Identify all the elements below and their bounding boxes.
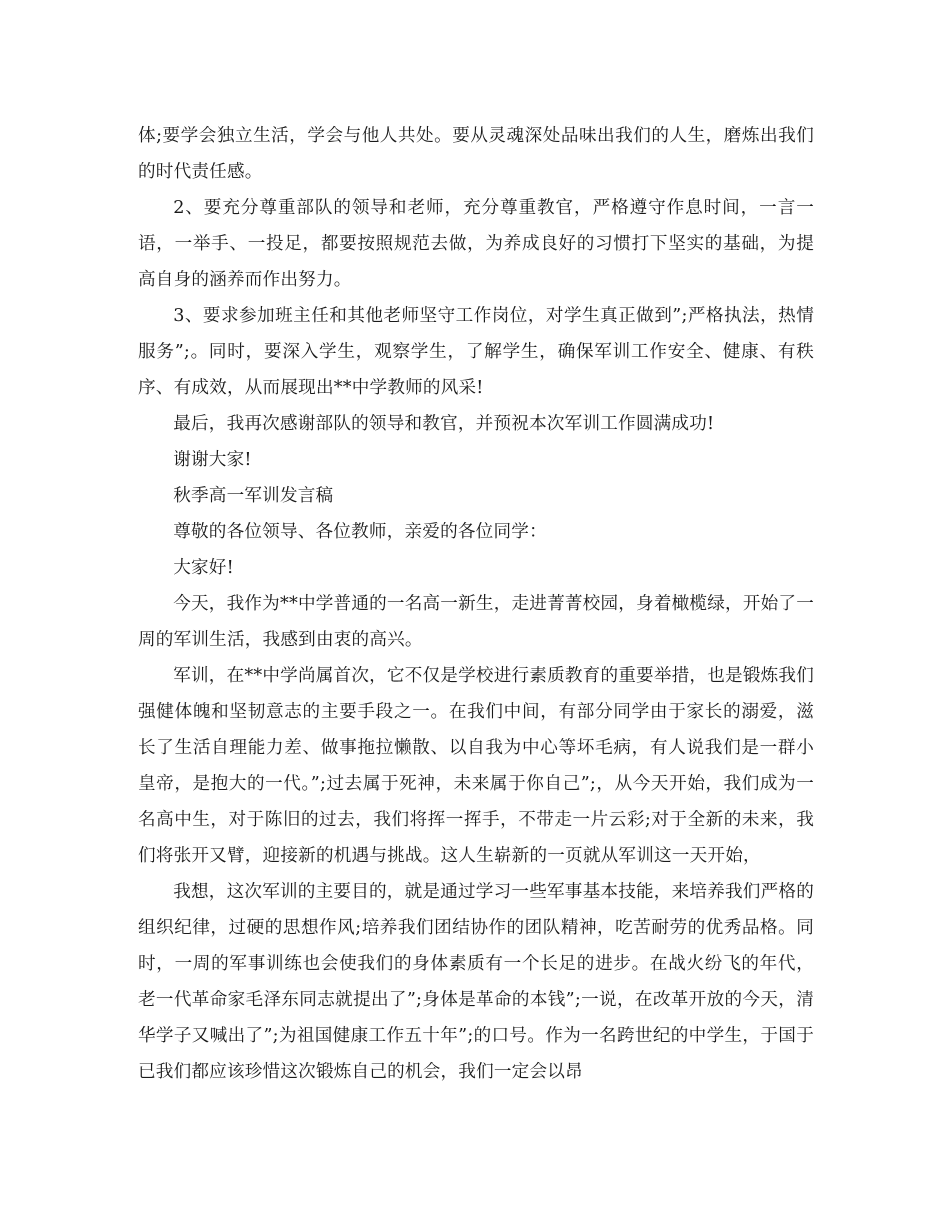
paragraph-3: 3、要求参加班主任和其他老师坚守工作岗位，对学生真正做到”;严格执法，热情服务”;。同时，要深入学生，观察学生，了解学生，确保军训工作安全、健康、有秩序、有成效，从而展现出**中学教师的风采! [138,306,814,398]
salutation: 尊敬的各位领导、各位教师，亲爱的各位同学： [173,522,547,542]
paragraph-2: 2、要充分尊重部队的领导和老师，充分尊重教官，严格遵守作息时间，一言一语，一举手、一投足，都要按照规范去做，为养成良好的习惯打下坚实的基础，为提高自身的涵养而作出努力。 [138,198,814,290]
document-body [138,118,814,1090]
paragraph-5: 谢谢大家! [173,450,252,470]
paragraph-11: 我想，这次军训的主要目的，就是通过学习一些军事基本技能，来培养我们严格的组织纪律，过硬的思想作风;培养我们团结协作的团队精神，吃苦耐劳的优秀品格。同时，一周的军事训练也会使我们的身体素质有一个长足的进步。在战火纷飞的年代，老一代革命家毛泽东同志就提出了”;身体是革命的本钱”;一说，在改革开放的今天，清华学子又喊出了”;为祖国健康工作五十年”;的口号。作为一名跨世纪的中学生，于国于已我们都应该珍惜这次锻炼自己的机会，我们一定会以昂 [138,882,814,1082]
paragraph-10: 军训，在**中学尚属首次，它不仅是学校进行素质教育的重要举措，也是锻炼我们强健体魄和坚韧意志的主要手段之一。在我们中间，有部分同学由于家长的溺爱，滋长了生活自理能力差、做事拖拉懒散、以自我为中心等坏毛病，有人说我们是一群小皇帝，是抱大的一代。”;过去属于死神，未来属于你自己”;，从今天开始，我们成为一名高中生，对于陈旧的过去，我们将挥一挥手，不带走一片云彩;对于全新的未来，我们将张开又臂，迎接新的机遇与挑战。这人生崭新的一页就从军训这一天开始， [138,666,814,866]
paragraph-9: 今天，我作为**中学普通的一名高一新生，走进菁菁校园，身着橄榄绿，开始了一周的军训生活，我感到由衷的高兴。 [138,594,814,650]
paragraph-1: 体;要学会独立生活，学会与他人共处。要从灵魂深处品味出我们的人生，磨炼出我们的时代责任感。 [138,126,814,182]
paragraph-4: 最后，我再次感谢部队的领导和教官，并预祝本次军训工作圆满成功! [173,414,715,434]
section-title: 秋季高一军训发言稿 [173,486,334,506]
greeting: 大家好! [173,558,234,578]
